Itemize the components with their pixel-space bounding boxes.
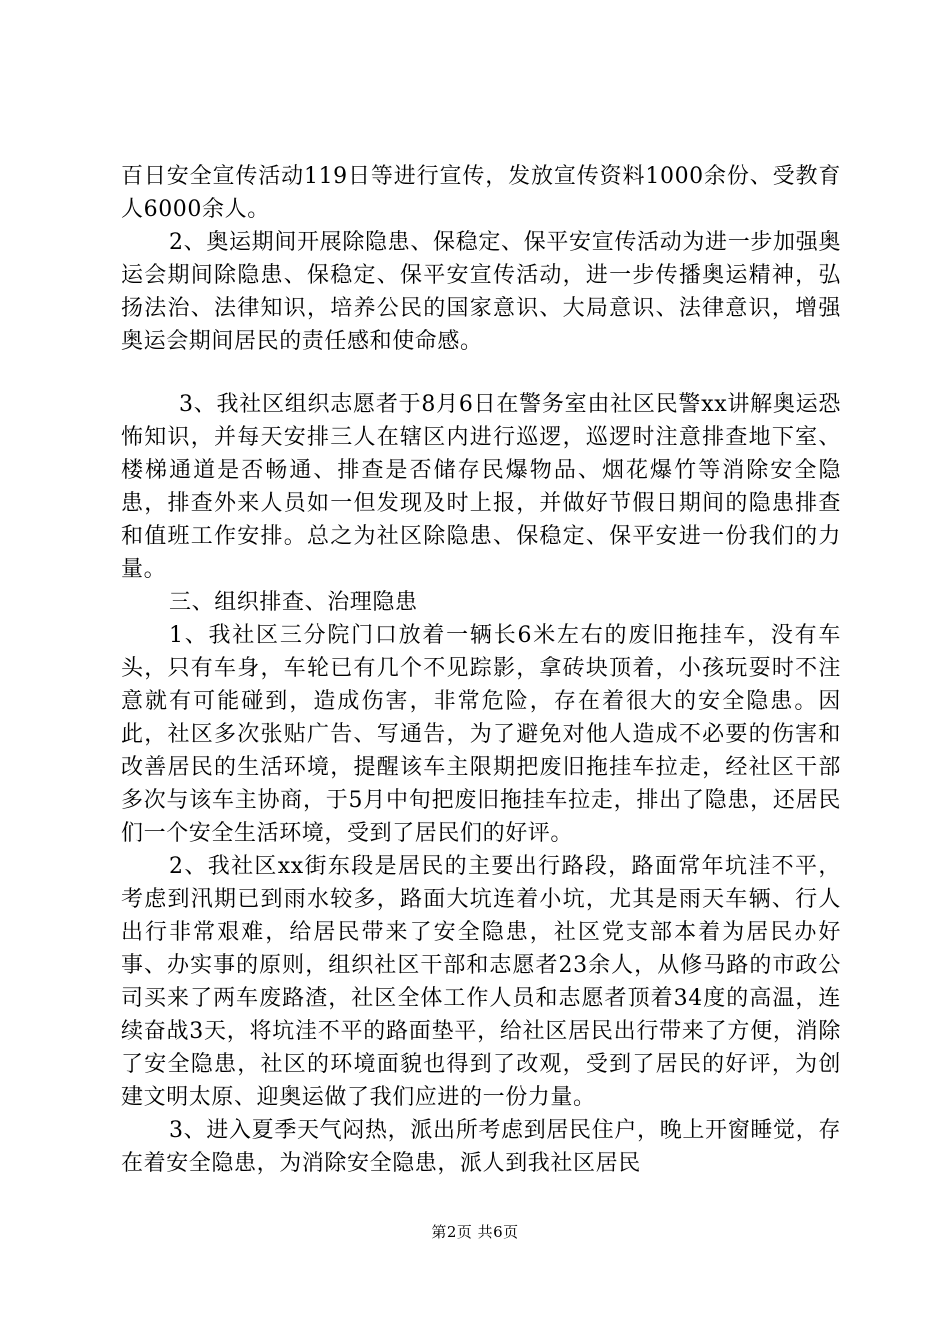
paragraph-road-repair: 2、我社区xx街东段是居民的主要出行路段，路面常年坑洼不平，考虑到汛期已到雨水较多，路面大坑连着小坑，尤其是雨天车辆、行人出行非常艰难，给居民带来了安全隐患，社区党支部本着为居民办好事、办实事的原则，组织社区干部和志愿者23余人，从修马路的市政公司买来了两车废路渣，社区全体工作人员和志愿者顶着34度的高温，连续奋战3天，将坑洼不平的路面垫平，给社区居民出行带来了方便，消除了安全隐患，社区的环境面貌也得到了改观，受到了居民的好评，为创建文明太原、迎奥运做了我们应进的一份力量。 (121, 854, 841, 1110)
paragraph-volunteer-patrol: 3、我社区组织志愿者于8月6日在警务室由社区民警xx讲解奥运恐怖知识，并每天安排三人在辖区内进行巡逻，巡逻时注意排查地下室、楼梯通道是否畅通、排查是否储存民爆物品、烟花爆竹等消除安全隐患，排查外来人员如一但发现及时上报，并做好节假日期间的隐患排查和值班工作安排。总之为社区除隐患、保稳定、保平安进一份我们的力量。 (121, 392, 841, 582)
section-heading-hazard-inspection: 三、组织排查、治理隐患 (169, 590, 418, 615)
paragraph-summer-safety: 3、进入夏季天气闷热，派出所考虑到居民住户，晚上开窗睡觉，存在着安全隐患，为消除安全隐患，派人到我社区居民 (121, 1118, 841, 1176)
paragraph-trailer-removal: 1、我社区三分院门口放着一辆长6米左右的废旧拖挂车，没有车头，只有车身，车轮已有几个不见踪影，拿砖块顶着，小孩玩耍时不注意就有可能碰到，造成伤害，非常危险，存在着很大的安全隐患。因此，社区多次张贴广告、写通告，为了避免对他人造成不必要的伤害和改善居民的生活环境，提醒该车主限期把废旧拖挂车拉走，经社区干部多次与该车主协商，于5月中旬把废旧拖挂车拉走，排出了隐患，还居民们一个安全生活环境，受到了居民们的好评。 (121, 623, 841, 846)
document-body (121, 160, 841, 1180)
paragraph-publicity-summary: 百日安全宣传活动119日等进行宣传，发放宣传资料1000余份、受教育人6000余人。 (121, 164, 841, 222)
page-number-footer: 第2页 共6页 (431, 1223, 519, 1241)
paragraph-olympics-campaign: 2、奥运期间开展除隐患、保稳定、保平安宣传活动为进一步加强奥运会期间除隐患、保稳定、保平安宣传活动，进一步传播奥运精神，弘扬法治、法律知识，培养公民的国家意识、大局意识、法律意识，增强奥运会期间居民的责任感和使命感。 (121, 230, 841, 354)
